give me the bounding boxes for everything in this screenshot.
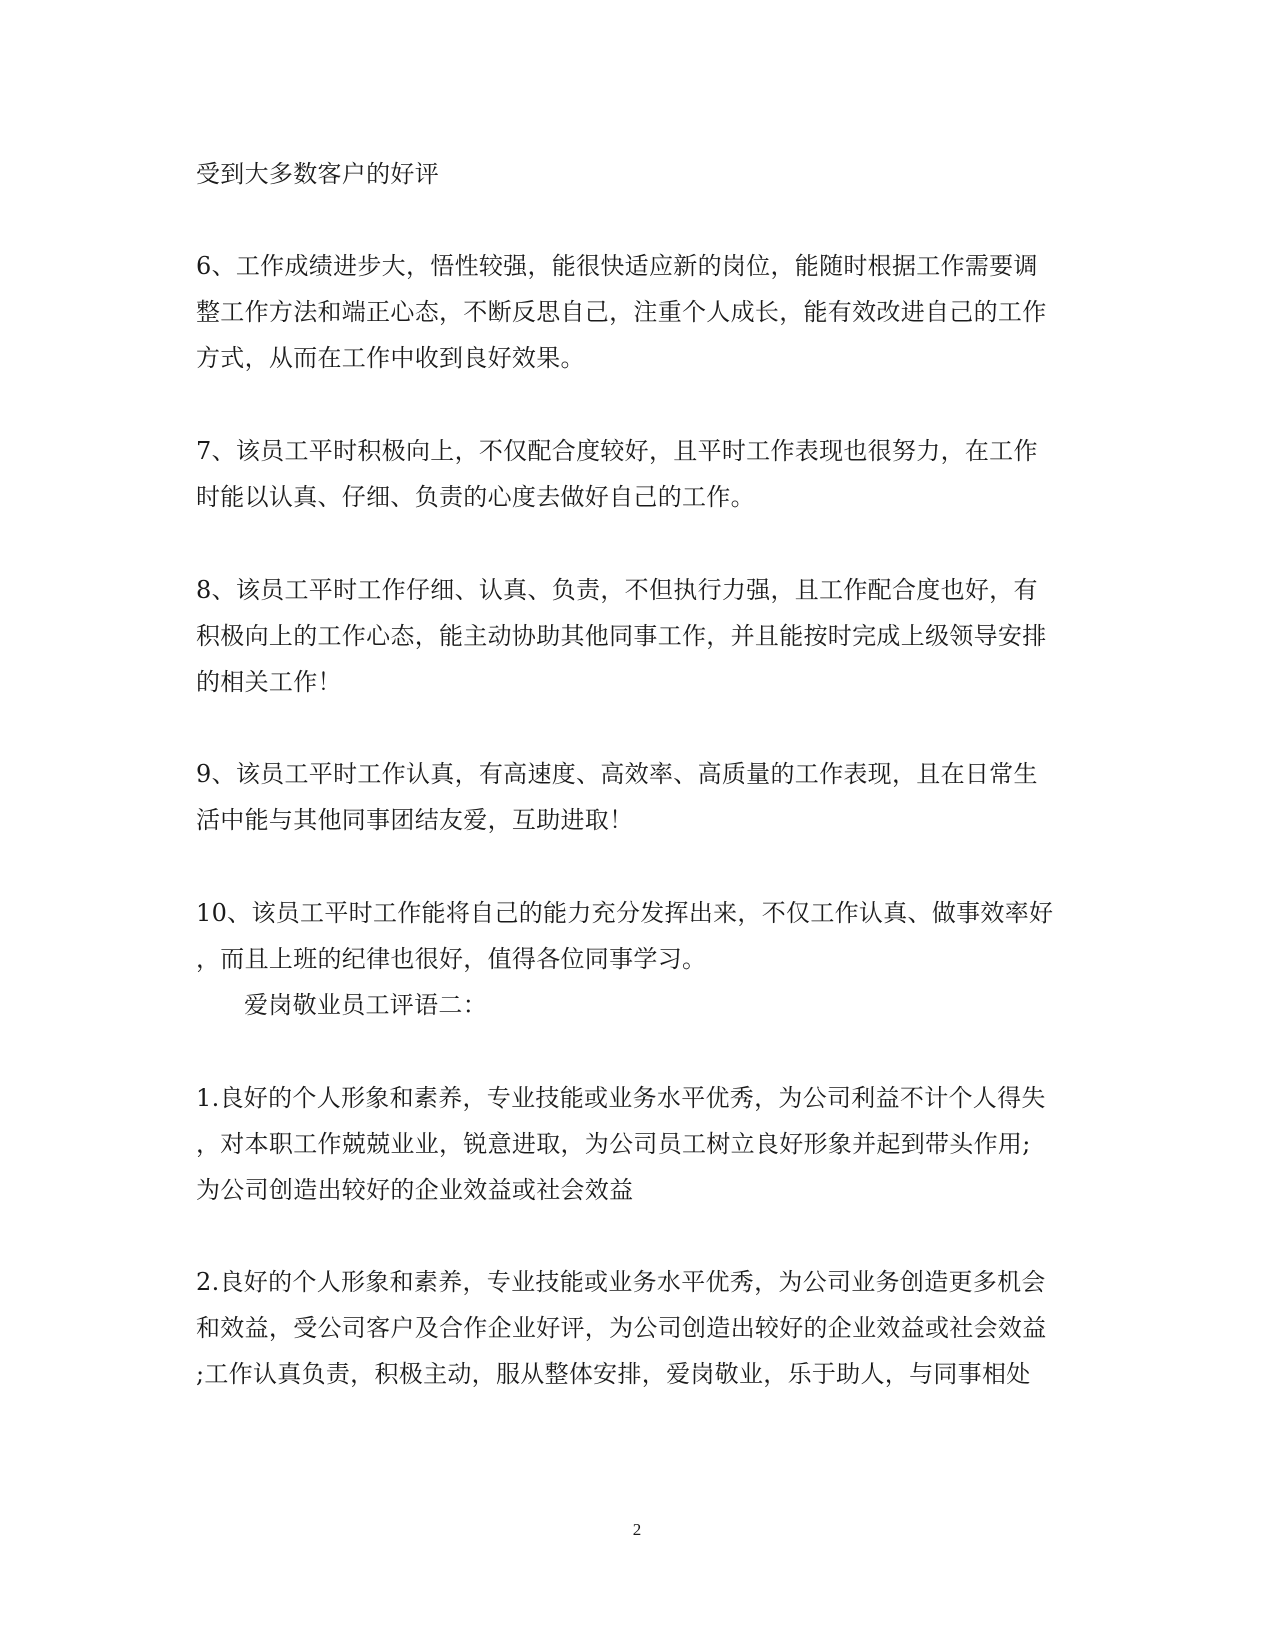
text-line: 和效益，受公司客户及合作企业好评，为公司创造出较好的企业效益或社会效益 xyxy=(196,1314,1047,1342)
text-line: 时能以认真、仔细、负责的心度去做好自己的工作。 xyxy=(196,483,755,511)
text-line: 积极向上的工作心态，能主动协助其他同事工作，并且能按时完成上级领导安排 xyxy=(196,622,1047,650)
text-line: 的相关工作！ xyxy=(196,668,342,696)
text-line: 9、该员工平时工作认真，有高速度、高效率、高质量的工作表现，且在日常生 xyxy=(196,760,1038,788)
text-line: 受到大多数客户的好评 xyxy=(196,160,439,188)
text-line: 整工作方法和端正心态，不断反思自己，注重个人成长，能有效改进自己的工作 xyxy=(196,298,1047,326)
page-number: 2 xyxy=(632,1520,642,1539)
text-line: 方式，从而在工作中收到良好效果。 xyxy=(196,344,585,372)
section-heading: 爱岗敬业员工评语二： xyxy=(244,991,487,1019)
text-line: 6、工作成绩进步大，悟性较强，能很快适应新的岗位，能随时根据工作需要调 xyxy=(196,252,1038,280)
text-line: 7、该员工平时积极向上，不仅配合度较好，且平时工作表现也很努力，在工作 xyxy=(196,437,1038,465)
text-line: 2.良好的个人形象和素养，专业技能或业务水平优秀，为公司业务创造更多机会 xyxy=(196,1268,1046,1296)
text-line: ;工作认真负责，积极主动，服从整体安排，爱岗敬业，乐于助人，与同事相处 xyxy=(196,1360,1031,1388)
text-line: 8、该员工平时工作仔细、认真、负责，不但执行力强，且工作配合度也好，有 xyxy=(196,576,1038,604)
text-line: ，对本职工作兢兢业业，锐意进取，为公司员工树立良好形象并起到带头作用; xyxy=(196,1130,1031,1158)
text-line: 活中能与其他同事团结友爱，互助进取！ xyxy=(196,806,634,834)
text-line: 为公司创造出较好的企业效益或社会效益 xyxy=(196,1176,634,1204)
text-line: 10、该员工平时工作能将自己的能力充分发挥出来，不仅工作认真、做事效率好 xyxy=(196,899,1054,927)
text-line: 1.良好的个人形象和素养，专业技能或业务水平优秀，为公司利益不计个人得失 xyxy=(196,1084,1046,1112)
text-line: ，而且上班的纪律也很好，值得各位同事学习。 xyxy=(196,945,707,973)
